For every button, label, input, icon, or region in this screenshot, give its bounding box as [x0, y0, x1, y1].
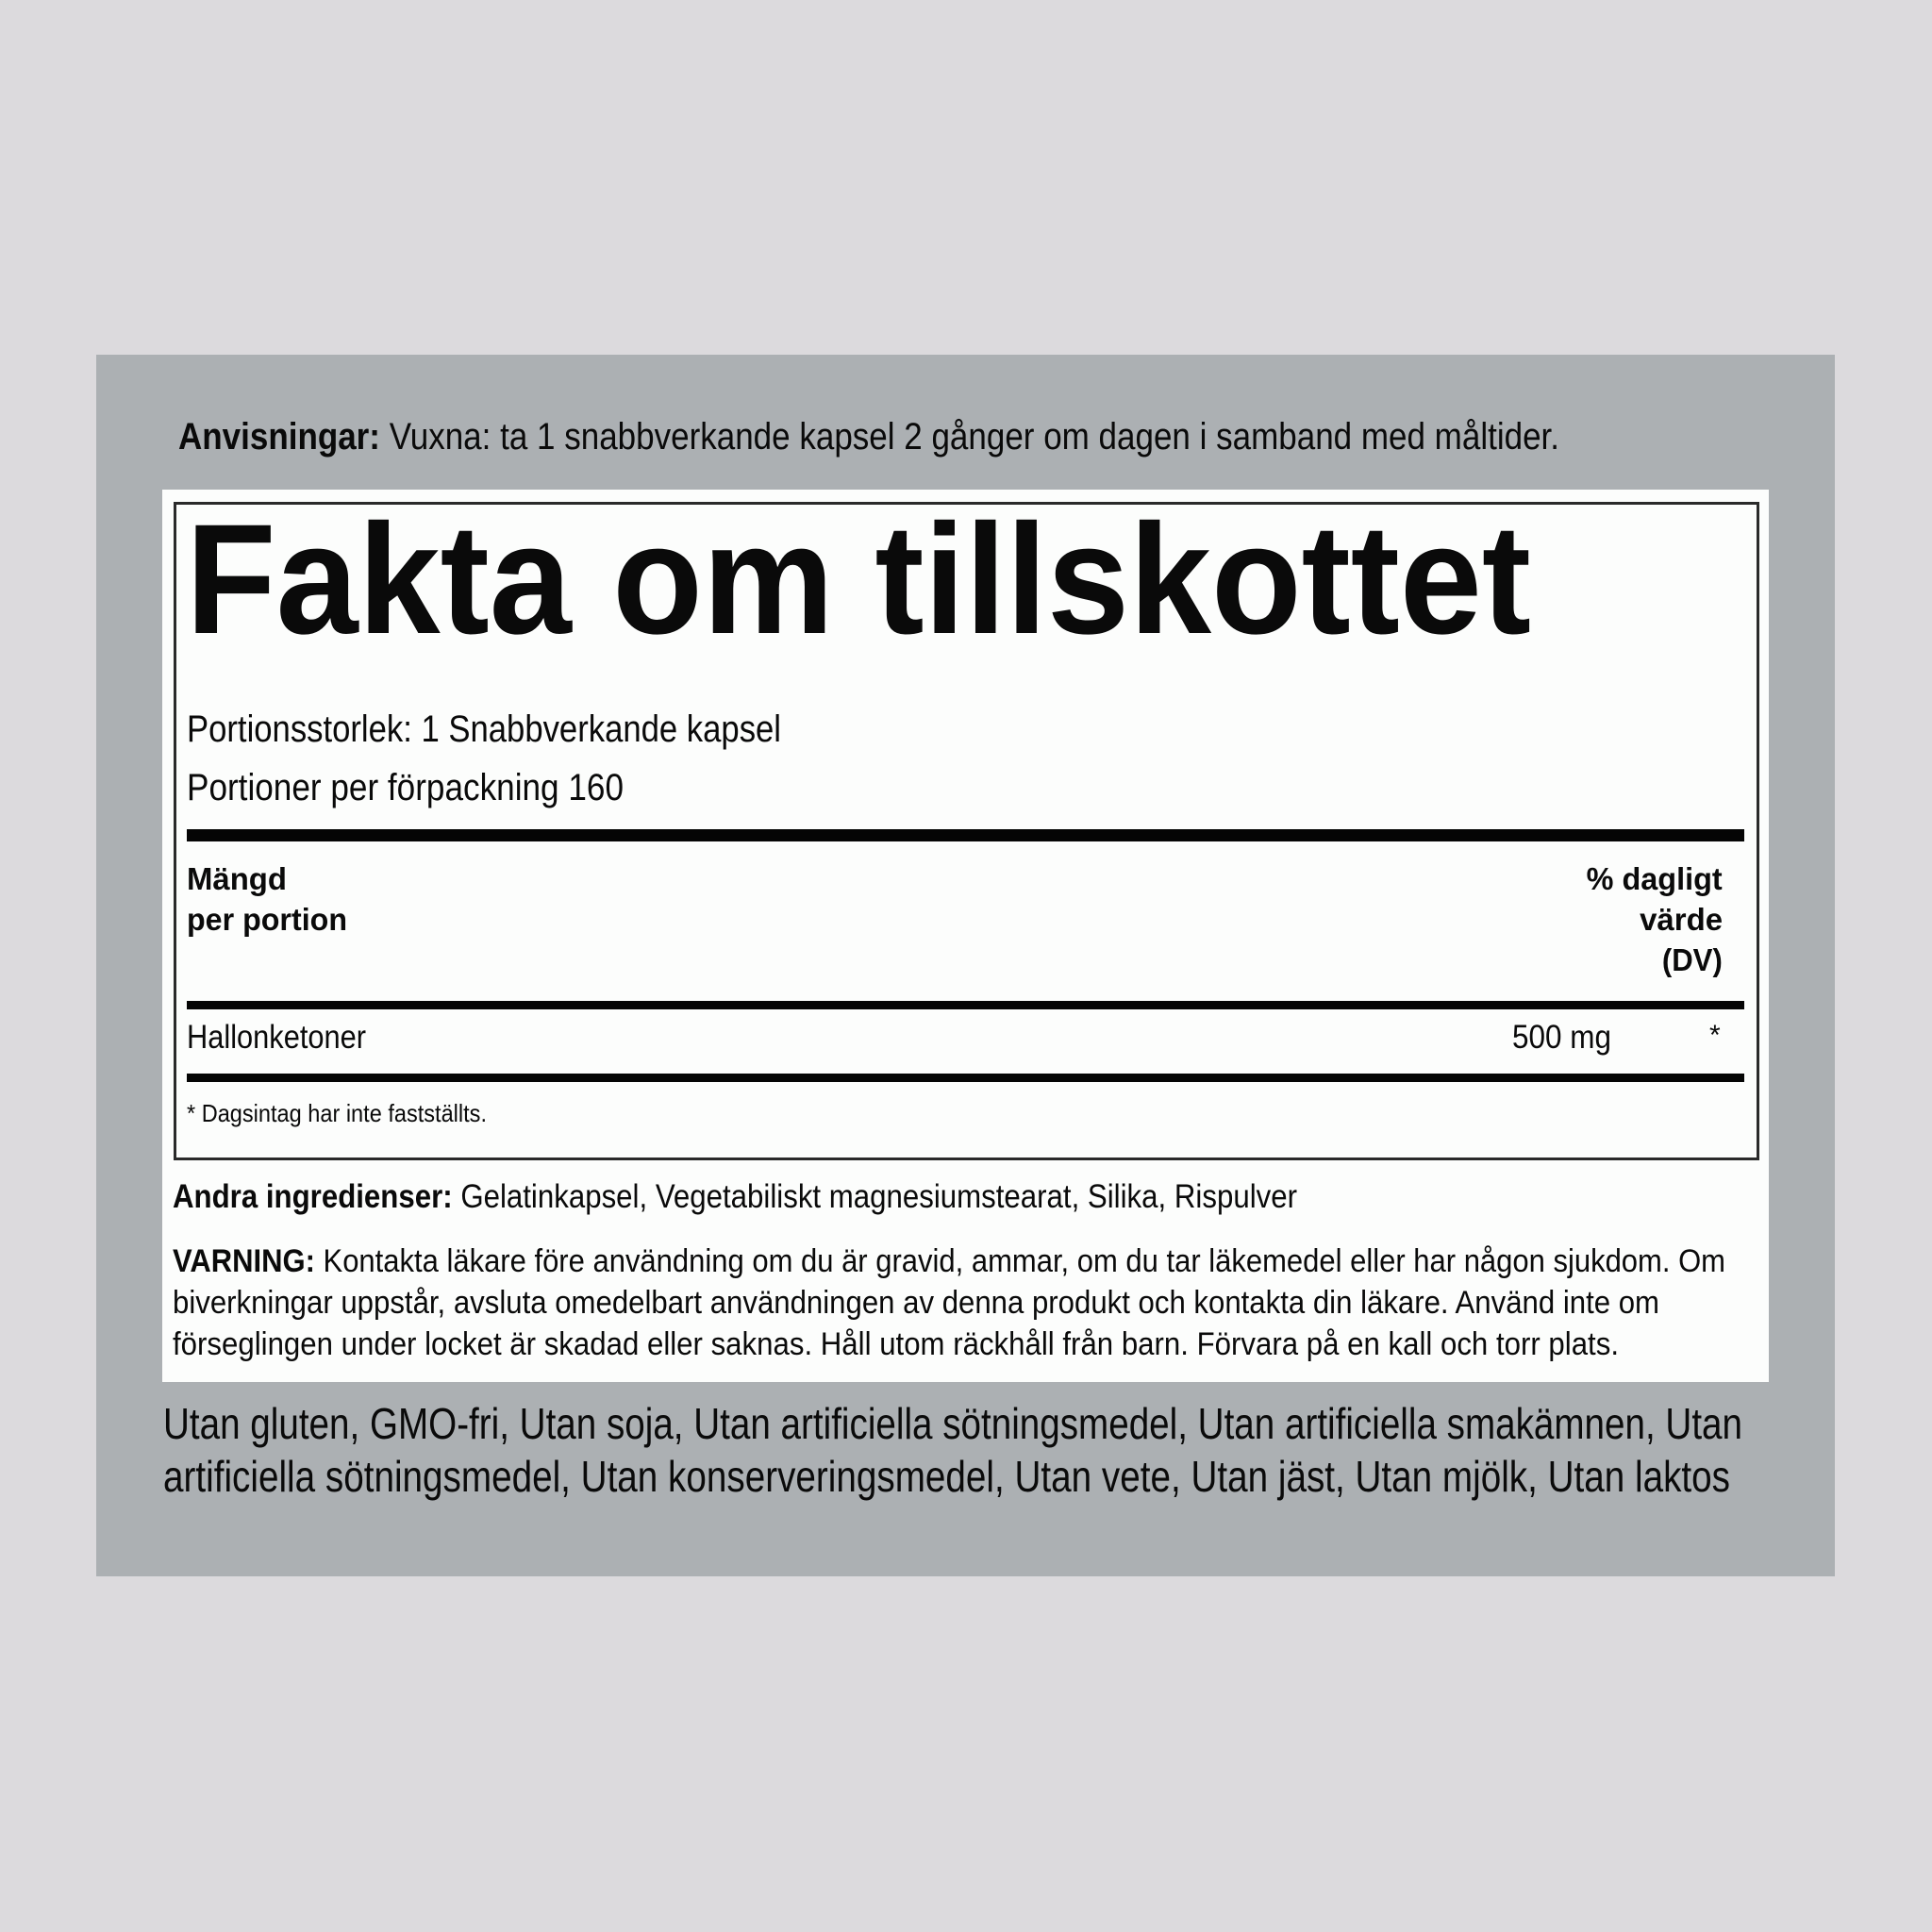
other-ingredients [173, 1179, 1433, 1216]
facts-title [186, 492, 1613, 667]
ingredient-name [187, 1020, 391, 1057]
directions-label: Anvisningar: [178, 416, 380, 458]
dv-header-text-2: värde [1640, 902, 1723, 937]
other-ingredients-text: Gelatinkapsel, Vegetabiliskt magnesiumstearat, Silika, Rispulver [452, 1178, 1297, 1215]
thick-divider [187, 829, 1744, 841]
ingredient-dv-text: * [1709, 1020, 1721, 1051]
free-from-line-2 [163, 1453, 1932, 1501]
dv-header-line1 [1584, 862, 1723, 896]
dv-header-text-1: % dagligt [1587, 861, 1723, 896]
dv-header-text-3: (DV) [1662, 942, 1723, 977]
facts-title-text: Fakta om tillskottet [186, 492, 1531, 667]
amount-header-text-2: per portion [187, 902, 347, 937]
footnote [187, 1100, 518, 1127]
free-from-line-1 [163, 1400, 1932, 1448]
directions [178, 416, 1757, 458]
warning-line-2 [173, 1286, 1795, 1321]
warning-text-3: förseglingen under locket är skadad eller saknas. Håll utom räckhåll från barn. Förvara på en kall och torr plats. [173, 1326, 1619, 1362]
amount-header-text-1: Mängd [187, 861, 287, 896]
footnote-text: * Dagsintag har inte fastställts. [187, 1099, 487, 1127]
amount-header-line2 [187, 903, 351, 937]
serving-size-text: Portionsstorlek: 1 Snabbverkande kapsel [187, 708, 781, 750]
ingredient-dv [1709, 1020, 1721, 1051]
free-from-text-1: Utan gluten, GMO-fri, Utan soja, Utan artificiella sötningsmedel, Utan artificiella smakämnen, Utan [163, 1399, 1742, 1448]
medium-divider [187, 1001, 1744, 1009]
warning-text-2: biverkningar uppstår, avsluta omedelbart användningen av denna produkt och kontakta din läkare. Använd inte om [173, 1285, 1659, 1321]
warning-line-3 [173, 1327, 1749, 1362]
warning-line-1 [173, 1244, 1876, 1279]
warning-label: VARNING: [173, 1243, 315, 1279]
servings-per-container [187, 767, 684, 808]
ingredient-name-text: Hallonketoner [187, 1019, 366, 1056]
directions-text: Vuxna: ta 1 snabbverkande kapsel 2 gånger om dagen i samband med måltider. [379, 416, 1560, 458]
dv-header-line3 [1658, 943, 1723, 977]
amount-header-line1 [187, 862, 287, 896]
servings-per-container-text: Portioner per förpackning 160 [187, 767, 624, 808]
free-from-text-2: artificiella sötningsmedel, Utan konserveringsmedel, Utan vete, Utan jäst, Utan mjölk, Utan laktos [163, 1452, 1730, 1501]
warning-text-1: Kontakta läkare före användning om du är gravid, ammar, om du tar läkemedel eller har någon sjukdom. Om [314, 1243, 1725, 1279]
ingredient-amount-text: 500 mg [1512, 1019, 1611, 1056]
serving-size [187, 708, 873, 750]
ingredient-amount [1512, 1020, 1623, 1057]
medium-divider-2 [187, 1074, 1744, 1082]
other-ingredients-label: Andra ingredienser: [173, 1178, 453, 1215]
dv-header-line2 [1640, 903, 1723, 937]
